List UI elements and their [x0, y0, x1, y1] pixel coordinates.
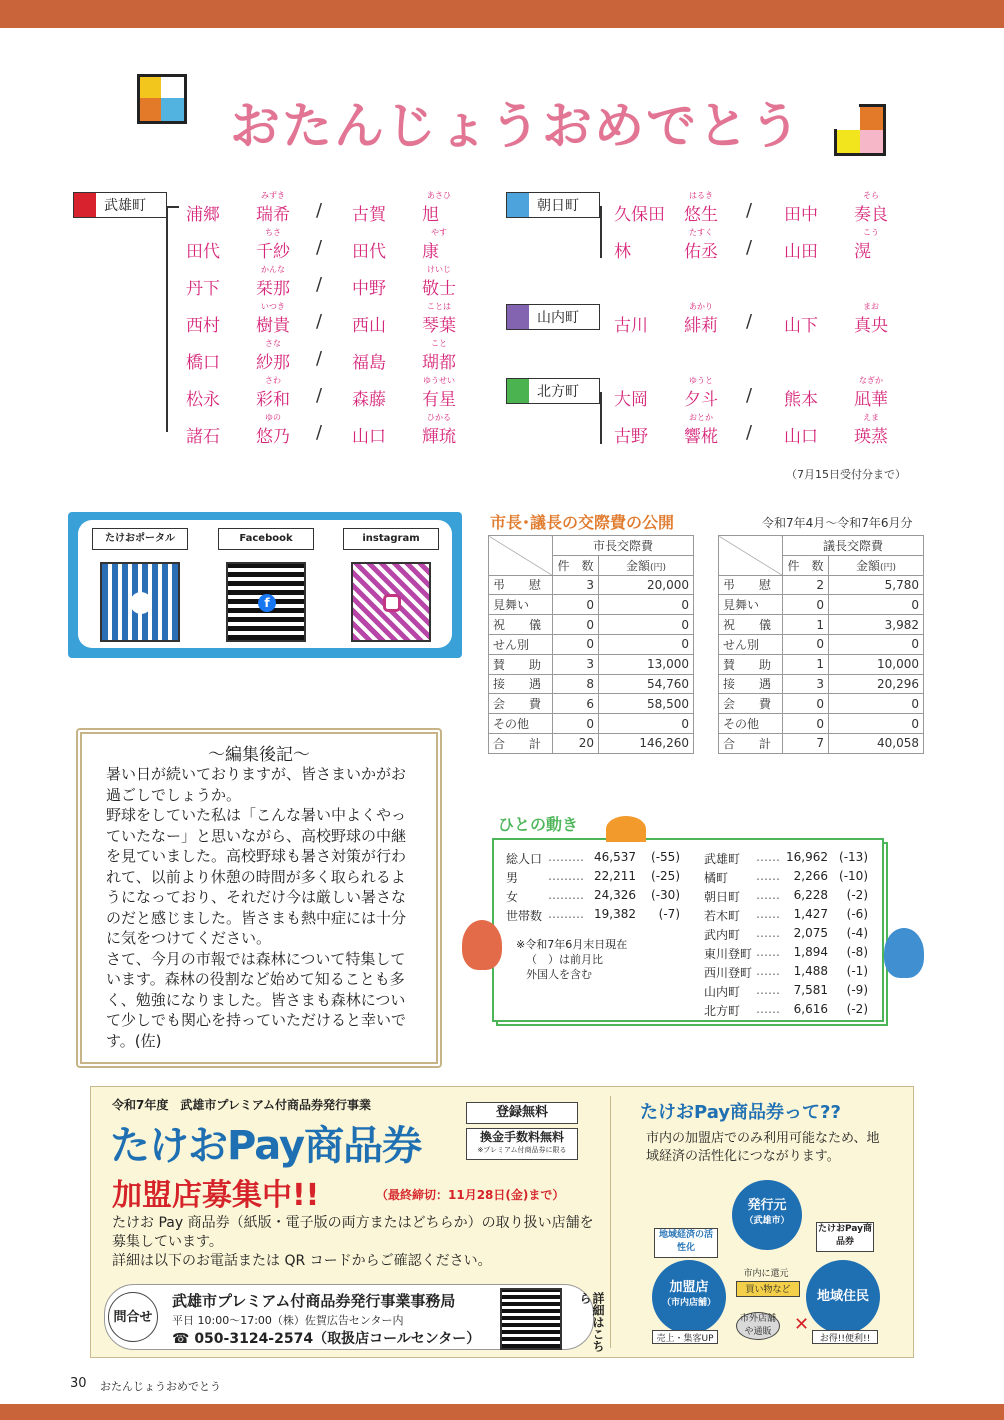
sns-label-portal: たけおポータル	[92, 528, 188, 550]
pop-dots: ………	[548, 850, 584, 864]
name-ruby: なぎか	[859, 376, 883, 385]
row-label: 賛 助	[489, 654, 553, 674]
row-label: せん別	[719, 634, 783, 654]
name-ruby: やす	[431, 228, 447, 237]
ad-sub: 令和7年度 武雄市プレミアム付商品券発行事業	[112, 1098, 372, 1112]
badge-registration-free: 登録無料	[466, 1102, 578, 1124]
memo-title: ～編集後記～	[208, 745, 310, 765]
count-cell: 0	[783, 595, 829, 615]
pop-label: 東川登町	[704, 947, 753, 961]
name-ruby: さな	[265, 339, 281, 348]
population-title: ひとの動き	[498, 815, 579, 834]
surname: 熊本	[784, 390, 818, 410]
pop-value: 1,488	[793, 964, 828, 978]
color-swatch	[74, 193, 96, 217]
pop-value: 2,266	[793, 869, 828, 883]
name-separator: /	[316, 311, 323, 332]
name-separator: /	[746, 385, 753, 406]
pop-diff: (-6)	[846, 907, 868, 921]
name-ruby: さわ	[265, 376, 281, 385]
tag-deal: お得!!便利!!	[812, 1330, 878, 1344]
pop-value: 1,427	[793, 907, 828, 921]
pop-label: 女	[506, 890, 519, 904]
badge-fee-free	[466, 1128, 578, 1160]
name-ruby: おとか	[689, 413, 713, 422]
pop-label: 世帯数	[506, 909, 543, 923]
given-name: 真央	[854, 316, 888, 336]
count-cell: 0	[553, 595, 599, 615]
surname: 古野	[614, 427, 648, 447]
count-cell: 0	[783, 694, 829, 714]
amount-cell: 0	[599, 595, 694, 615]
count-cell: 0	[783, 634, 829, 654]
amount-cell: 13,000	[599, 654, 694, 674]
pop-note: 外国人を含む	[526, 968, 592, 981]
bracket-line	[167, 206, 179, 208]
ad-divider	[610, 1096, 611, 1348]
merchant-sub: （市内店舗）	[661, 1298, 716, 1308]
amount-cell: 146,260	[599, 733, 694, 753]
table-corner	[489, 536, 553, 576]
pop-label: 総人口	[506, 852, 543, 866]
pop-label: 橘町	[704, 871, 729, 885]
ad-right-desc: 市内の加盟店でのみ利用可能なため、地域経済の活性化につながります。	[646, 1131, 880, 1164]
tag-sales: 売上・集客UP	[652, 1330, 718, 1344]
col-amount-label: 金額	[625, 558, 650, 573]
pop-value: 6,616	[793, 1002, 828, 1016]
surname: 森藤	[352, 390, 386, 410]
surname: 福島	[352, 353, 386, 373]
town-name: 朝日町	[537, 198, 579, 214]
surname: 久保田	[614, 205, 665, 225]
given-name: 悠生	[684, 205, 718, 225]
town-name: 山内町	[537, 310, 579, 326]
pop-diff: (-13)	[839, 850, 868, 864]
town-label-kitagata	[506, 378, 600, 404]
page-number: 30	[70, 1376, 87, 1391]
amount-cell: 10,000	[829, 654, 924, 674]
name-ruby: かんな	[261, 265, 285, 274]
surname: 山口	[784, 427, 818, 447]
surname: 山田	[784, 242, 818, 262]
town-name: 北方町	[537, 384, 579, 400]
surname: 諸石	[186, 427, 220, 447]
instagram-icon	[383, 594, 401, 612]
fee-free-label: 換金手数料無料	[479, 1130, 564, 1144]
ad-brand: たけおPay商品券	[110, 1123, 422, 1169]
pop-diff: (-2)	[846, 888, 868, 902]
name-separator: /	[316, 274, 323, 295]
name-separator: /	[316, 200, 323, 221]
name-ruby: たすく	[689, 228, 713, 237]
surname: 橋口	[186, 353, 220, 373]
pop-diff: (-55)	[651, 850, 680, 864]
residents-circle	[806, 1260, 880, 1334]
row-label: その他	[489, 714, 553, 734]
qr-code-portal[interactable]	[100, 562, 180, 642]
pop-note: （ ）は前月比	[526, 953, 603, 966]
col-count-header: 件 数	[553, 555, 599, 575]
contact-badge	[108, 1292, 158, 1342]
pop-value: 7,581	[793, 983, 828, 997]
pop-value: 24,326	[594, 888, 636, 902]
given-name: 旭	[422, 205, 439, 225]
pop-dots: ……	[756, 926, 780, 940]
given-name: 瑚都	[422, 353, 456, 373]
count-cell: 6	[553, 694, 599, 714]
count-cell: 3	[553, 654, 599, 674]
pop-label: 朝日町	[704, 890, 741, 904]
pop-label: 山内町	[704, 985, 741, 999]
pop-dots: ………	[548, 869, 584, 883]
detail-note: 詳細はこちら	[578, 1292, 605, 1352]
col-amount-unit: (円)	[879, 562, 897, 573]
row-label: 弔 慰	[489, 575, 553, 595]
count-cell: 1	[783, 615, 829, 635]
pop-label: 武雄町	[704, 852, 741, 866]
town-name: 武雄町	[104, 198, 146, 214]
given-name: 瑞希	[256, 205, 290, 225]
merchant-circle	[652, 1260, 726, 1334]
pop-dots: ……	[756, 907, 780, 921]
row-label: その他	[719, 714, 783, 734]
name-ruby: えま	[863, 413, 879, 422]
facebook-icon: f	[258, 594, 276, 612]
qr-code-instagram[interactable]	[351, 562, 431, 642]
given-name: 敬士	[422, 279, 456, 299]
pop-diff: (-9)	[846, 983, 868, 997]
name-ruby: ゆの	[265, 413, 281, 422]
ad-right-title: たけおPay商品券って??	[640, 1102, 841, 1123]
memo-text: 暑い日が続いておりますが、皆さまいかがお過ごしでしょうか。 野球をしていた私は「こんな暑い中よくやっていたなー」と思いながら、高校野球の中継を見ていました。高校野球も暑さ対策が行われて、以前より休憩の時間が多く取られるようになっており、それだけ今は厳しい暑さなのだと感じました。皆さまも熱中症には十分に気をつけてください。 さて、今月の市報では森林について特集しています。森林の役割など始めて知ることも多く、勉強になりました。皆さまも森林について少しでも関心を持っていただけると幸いです。(佐)	[106, 765, 407, 1050]
given-name: 紗那	[256, 353, 290, 373]
amount-cell: 0	[599, 714, 694, 734]
row-label: 会 費	[719, 694, 783, 714]
count-cell: 2	[783, 575, 829, 595]
table-corner	[719, 536, 783, 576]
sns-label-instagram: instagram	[343, 528, 439, 550]
name-ruby: けいじ	[427, 265, 451, 274]
bottom-bar	[0, 1404, 1004, 1420]
given-name: 樹貴	[256, 316, 290, 336]
pop-dots: ………	[548, 888, 584, 902]
name-separator: /	[746, 200, 753, 221]
pop-value: 16,962	[786, 850, 828, 864]
surname: 大岡	[614, 390, 648, 410]
top-bar	[0, 0, 1004, 28]
amount-cell: 40,058	[829, 733, 924, 753]
row-label: 祝 儀	[719, 615, 783, 635]
table-group-header: 市長交際費	[553, 536, 694, 556]
name-ruby: ことは	[427, 302, 451, 311]
surname: 浦郷	[186, 205, 220, 225]
pop-diff: (-25)	[651, 869, 680, 883]
given-name: 栞那	[256, 279, 290, 299]
name-ruby: みずき	[261, 191, 285, 200]
surname: 松永	[186, 390, 220, 410]
amount-cell: 0	[829, 595, 924, 615]
bracket-line	[166, 206, 168, 432]
name-separator: /	[746, 422, 753, 443]
color-swatch	[507, 305, 529, 329]
name-ruby: ひかる	[427, 413, 451, 422]
pop-value: 19,382	[594, 907, 636, 921]
color-swatch	[507, 379, 529, 403]
name-separator: /	[316, 385, 323, 406]
row-label: 接 遇	[489, 674, 553, 694]
count-cell: 0	[553, 615, 599, 635]
count-cell: 20	[553, 733, 599, 753]
town-label-takeo	[73, 192, 167, 218]
pop-label: 若木町	[704, 909, 741, 923]
pop-label: 西川登町	[704, 966, 753, 980]
col-amount-label: 金額	[855, 558, 880, 573]
surname: 林	[614, 242, 631, 262]
given-name: 悠乃	[256, 427, 290, 447]
amount-cell: 0	[829, 714, 924, 734]
color-swatch	[507, 193, 529, 217]
count-cell: 0	[553, 714, 599, 734]
pop-dots: ……	[756, 888, 780, 902]
pop-value: 46,537	[594, 850, 636, 864]
pop-dots: ……	[756, 869, 780, 883]
pop-label: 男	[506, 871, 519, 885]
name-separator: /	[316, 348, 323, 369]
count-cell: 3	[783, 674, 829, 694]
given-name: 緋莉	[684, 316, 718, 336]
surname: 丹下	[186, 279, 220, 299]
pop-diff: (-1)	[846, 964, 868, 978]
count-cell: 0	[783, 714, 829, 734]
row-label: 見舞い	[489, 595, 553, 615]
given-name: 康	[422, 242, 439, 262]
tag-activate: 地域経済の活性化	[654, 1228, 718, 1258]
surname: 田代	[186, 242, 220, 262]
pop-diff: (-10)	[839, 869, 868, 883]
name-separator: /	[746, 311, 753, 332]
expense-title: 市長･議長の交際費の公開	[490, 513, 675, 532]
mayor-expense-table	[488, 535, 694, 754]
row-label: 合 計	[719, 733, 783, 753]
name-ruby: ちさ	[265, 228, 281, 237]
tag-voucher: たけおPay商品券	[816, 1222, 874, 1252]
amount-cell: 3,982	[829, 615, 924, 635]
pop-diff: (-4)	[846, 926, 868, 940]
amount-cell: 0	[829, 694, 924, 714]
name-ruby: いつき	[261, 302, 285, 311]
page-title: おたんじょうおめでとう	[230, 97, 802, 155]
ad-headline: 加盟店募集中!!	[112, 1178, 320, 1213]
row-label: 接 遇	[719, 674, 783, 694]
pop-dots: ……	[756, 945, 780, 959]
pop-value: 22,211	[594, 869, 636, 883]
col-count-header: 件 数	[783, 555, 829, 575]
amount-cell: 0	[599, 634, 694, 654]
row-label: 祝 儀	[489, 615, 553, 635]
pop-diff: (-8)	[846, 945, 868, 959]
amount-cell: 20,000	[599, 575, 694, 595]
qr-code-ad[interactable]	[500, 1288, 562, 1350]
given-name: 夕斗	[684, 390, 718, 410]
pop-label: 北方町	[704, 1004, 741, 1018]
pop-dots: ………	[548, 907, 584, 921]
pop-dots: ……	[756, 850, 780, 864]
qr-code-facebook[interactable]	[226, 562, 306, 642]
prohibited-icon: ✕	[794, 1314, 810, 1335]
given-name: 彩和	[256, 390, 290, 410]
count-cell: 8	[553, 674, 599, 694]
col-amount-unit: (円)	[649, 562, 667, 573]
residents-label: 地域住民	[816, 1289, 869, 1304]
given-name: 響椛	[684, 427, 718, 447]
pop-value: 6,228	[793, 888, 828, 902]
mascot-top	[606, 816, 646, 842]
town-label-asahi	[506, 192, 600, 218]
name-ruby: まお	[863, 302, 879, 311]
mascot-right	[884, 928, 924, 978]
office-hours: 平日 10:00～17:00（株）佐賀広告センター内	[172, 1314, 404, 1327]
given-name: 琴葉	[422, 316, 456, 336]
amount-cell: 54,760	[599, 674, 694, 694]
issuer-label: 発行元	[747, 1198, 787, 1213]
count-cell: 0	[553, 634, 599, 654]
col-amount-header	[599, 555, 694, 575]
amount-cell: 5,780	[829, 575, 924, 595]
mascot-left	[462, 920, 502, 970]
given-name: 奏良	[854, 205, 888, 225]
bracket-line	[600, 206, 602, 258]
pop-dots: ……	[756, 964, 780, 978]
given-name: 瑛蒸	[854, 427, 888, 447]
table-group-header: 議長交際費	[783, 536, 924, 556]
surname: 山口	[352, 427, 386, 447]
ad-body: たけお Pay 商品券（紙版・電子版の両方またはどちらか）の取り扱い店舗を募集しています。 詳細は以下のお電話または QR コードからご確認ください。	[112, 1215, 594, 1269]
pop-diff: (-7)	[658, 907, 680, 921]
name-ruby: はるき	[689, 191, 713, 200]
pop-value: 1,894	[793, 945, 828, 959]
sns-label-facebook: Facebook	[218, 528, 314, 550]
name-ruby: あさひ	[427, 191, 451, 200]
amount-cell: 58,500	[599, 694, 694, 714]
issuer-circle	[732, 1180, 802, 1250]
surname: 田中	[784, 205, 818, 225]
surname: 田代	[352, 242, 386, 262]
given-name: 佑丞	[684, 242, 718, 262]
count-cell: 3	[553, 575, 599, 595]
bracket-line	[600, 392, 602, 444]
surname: 中野	[352, 279, 386, 299]
given-name: 滉	[854, 242, 871, 262]
tag-return: 市内に還元	[743, 1269, 789, 1279]
birth-note: （7月15日受付分まで）	[786, 468, 906, 481]
amount-cell: 0	[599, 615, 694, 635]
amount-cell: 20,296	[829, 674, 924, 694]
pop-dots: ……	[756, 983, 780, 997]
row-label: せん別	[489, 634, 553, 654]
pop-dots: ……	[756, 1002, 780, 1016]
given-name: 輝琉	[422, 427, 456, 447]
row-label: 賛 助	[719, 654, 783, 674]
surname: 西村	[186, 316, 220, 336]
surname: 古賀	[352, 205, 386, 225]
row-label: 合 計	[489, 733, 553, 753]
tag-shopping: 買い物など	[736, 1281, 800, 1297]
chair-expense-table	[718, 535, 924, 754]
surname: 西山	[352, 316, 386, 336]
name-ruby: こと	[431, 339, 447, 348]
pop-diff: (-2)	[846, 1002, 868, 1016]
tag-outside: 市外店舗や通販	[736, 1312, 780, 1340]
merchant-label: 加盟店	[669, 1280, 709, 1295]
name-separator: /	[316, 237, 323, 258]
given-name: 有星	[422, 390, 456, 410]
ad-deadline: （最終締切：11月28日(金)まで）	[376, 1188, 565, 1202]
expense-period: 令和7年4月～令和7年6月分	[762, 516, 913, 530]
name-ruby: ゆうと	[689, 376, 713, 385]
name-ruby: あかり	[689, 302, 713, 311]
name-separator: /	[746, 237, 753, 258]
fee-free-note: ※プレミアム付商品券に限る	[477, 1146, 567, 1154]
col-amount-header	[829, 555, 924, 575]
town-label-yamauchi	[506, 304, 600, 330]
given-name: 千紗	[256, 242, 290, 262]
surname: 山下	[784, 316, 818, 336]
name-ruby: そら	[863, 191, 879, 200]
contact-label: 問合せ	[113, 1310, 153, 1325]
row-label: 見舞い	[719, 595, 783, 615]
pop-label: 武内町	[704, 928, 741, 942]
pop-note: ※令和7年6月末日現在	[516, 938, 628, 951]
row-label: 弔 慰	[719, 575, 783, 595]
name-ruby: ゆうせい	[423, 376, 455, 385]
row-label: 会 費	[489, 694, 553, 714]
count-cell: 1	[783, 654, 829, 674]
amount-cell: 0	[829, 634, 924, 654]
office-phone: ☎ 050-3124-2574（取扱店コールセンター）	[172, 1331, 481, 1347]
footer-label: おたんじょうおめでとう	[100, 1380, 221, 1393]
issuer-sub: （武雄市）	[744, 1216, 790, 1226]
name-separator: /	[316, 422, 323, 443]
name-ruby: こう	[863, 228, 879, 237]
count-cell: 7	[783, 733, 829, 753]
given-name: 凪華	[854, 390, 888, 410]
surname: 古川	[614, 316, 648, 336]
pop-diff: (-30)	[651, 888, 680, 902]
office-name: 武雄市プレミアム付商品券発行事業事務局	[172, 1292, 456, 1310]
pop-value: 2,075	[793, 926, 828, 940]
